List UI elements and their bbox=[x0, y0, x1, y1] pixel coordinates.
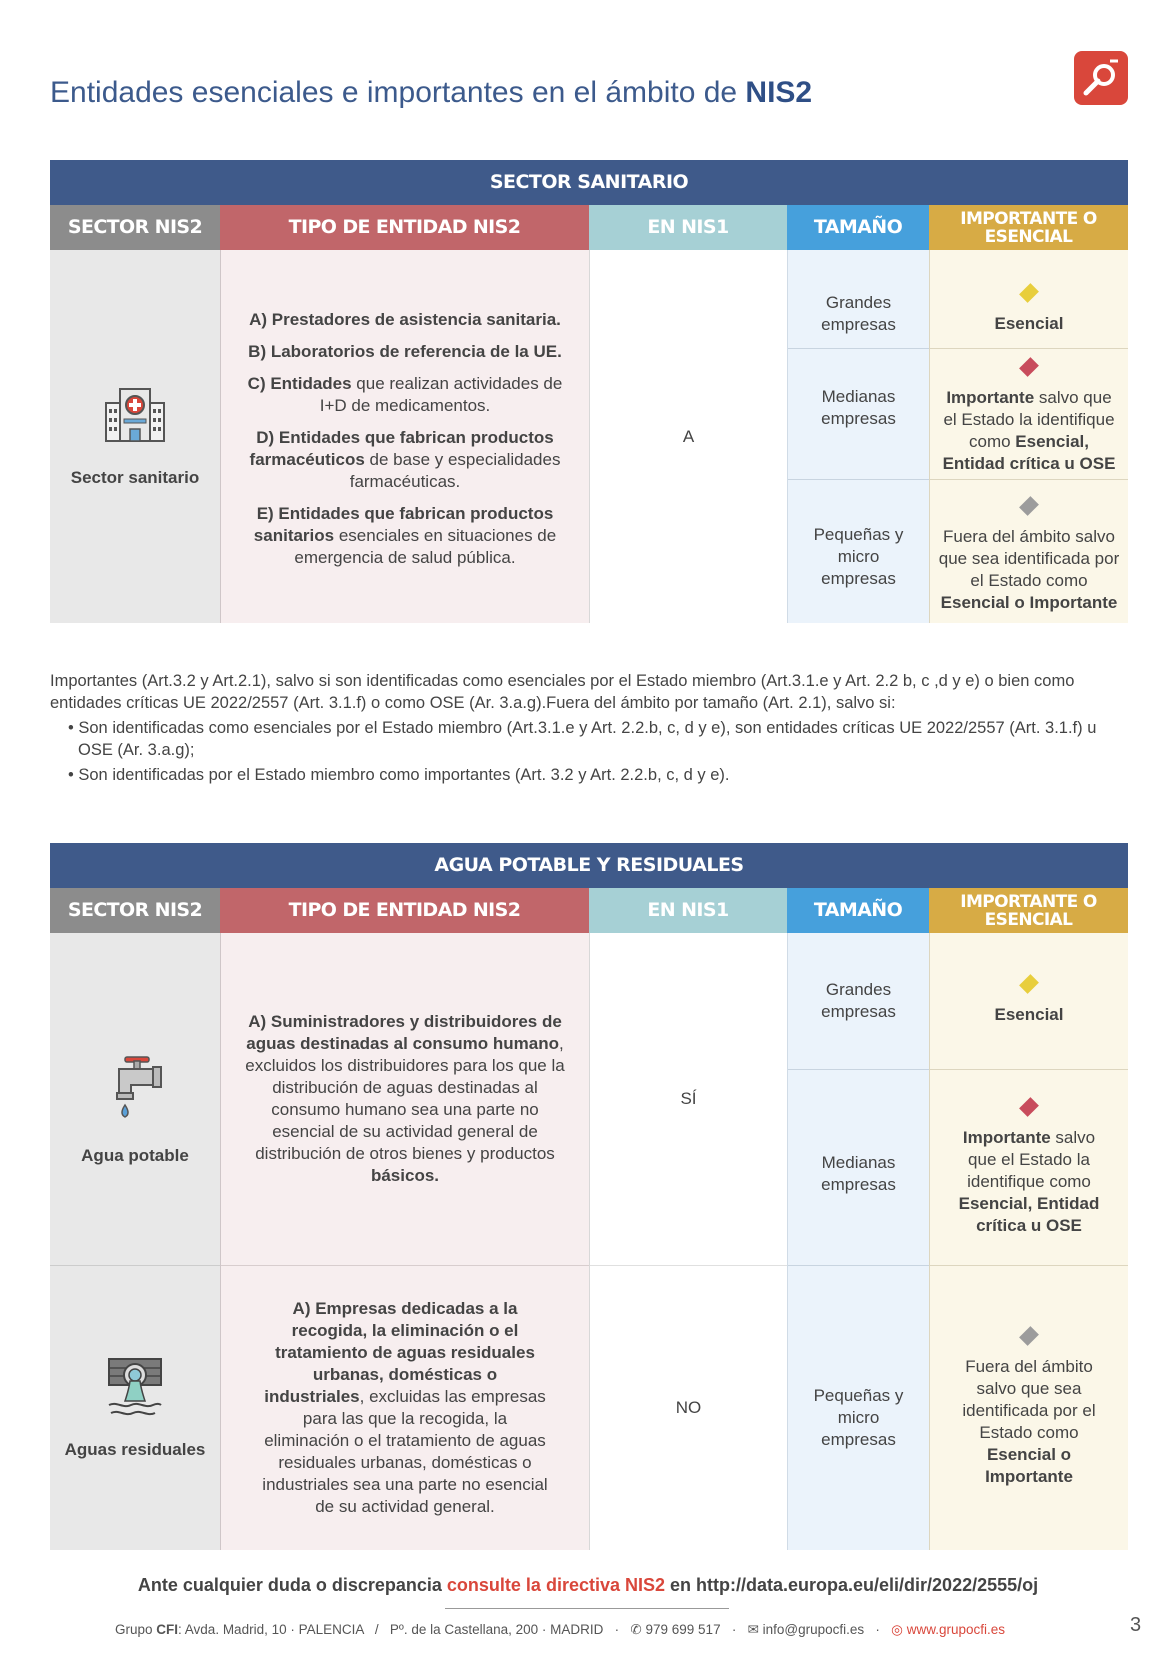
header-tipo: TIPO DE ENTIDAD NIS2 bbox=[220, 205, 589, 250]
directive-url[interactable]: en http://data.europa.eu/eli/dir/2022/2555/oj bbox=[665, 1575, 1039, 1595]
importante-column bbox=[929, 933, 1128, 1550]
tipo-column bbox=[220, 933, 589, 1550]
class-grandes: Esencial bbox=[930, 933, 1128, 1069]
page-title-bold: NIS2 bbox=[745, 76, 813, 109]
water-tap-icon bbox=[105, 1055, 165, 1121]
footer-question: Ante cualquier duda o discrepancia consulte la directiva NIS2 en http://data.europa.eu/eli/dir/2022/2555/oj bbox=[137, 1575, 1039, 1595]
header-importante bbox=[929, 888, 1128, 933]
class-medianas: Importante salvo que el Estado la identifique como Esencial, Entidad crítica u OSE bbox=[930, 1069, 1128, 1265]
nis1-value: NO bbox=[590, 1265, 787, 1550]
size-pequenas: Pequeñas y micro empresas bbox=[788, 1265, 929, 1550]
tamano-column bbox=[787, 933, 929, 1550]
red-diamond-icon bbox=[1019, 357, 1039, 377]
size-medianas: Medianas empresas bbox=[788, 348, 929, 479]
nis1-column bbox=[589, 933, 787, 1550]
mail-icon: ✉ bbox=[747, 1622, 759, 1637]
directive-link[interactable]: consulte la directiva NIS2 bbox=[446, 1575, 666, 1595]
footer-email[interactable]: info@grupocfi.es bbox=[762, 1622, 865, 1637]
class-pequenas: Fuera del ámbito salvo que sea identificada por el Estado como Esencial o Importante bbox=[930, 479, 1128, 623]
size-medianas: Medianas empresas bbox=[788, 1069, 929, 1265]
header-tipo: TIPO DE ENTIDAD NIS2 bbox=[220, 888, 589, 933]
page-number: 3 bbox=[1130, 1614, 1142, 1636]
entity-a: A) Prestadores de asistencia sanitaria. bbox=[249, 309, 561, 329]
sector-row-aguas-residuales bbox=[50, 1265, 220, 1550]
footer-phone[interactable]: 979 699 517 bbox=[645, 1622, 721, 1637]
tamano-column bbox=[787, 250, 929, 623]
brand-logo bbox=[1074, 51, 1128, 105]
header-row bbox=[50, 888, 1128, 933]
header-importante-line1: IMPORTANTE O bbox=[960, 891, 1097, 912]
sector-label: Agua potable bbox=[81, 1146, 189, 1165]
size-grandes: Grandes empresas bbox=[821, 293, 896, 334]
entity-d: D) Entidades que fabrican productos farmacéuticos de base y especialidades farmacéuticas. bbox=[249, 427, 561, 491]
grey-diamond-icon bbox=[1019, 496, 1039, 516]
table-agua bbox=[50, 843, 1128, 1550]
sector-column bbox=[50, 933, 220, 1550]
footer-divider bbox=[445, 1608, 729, 1609]
yellow-diamond-icon bbox=[1019, 283, 1039, 303]
globe-icon: ◎ bbox=[891, 1622, 903, 1637]
size-pequenas: Pequeñas y micro empresas bbox=[788, 479, 929, 623]
header-importante-line2: ESENCIAL bbox=[984, 226, 1073, 247]
notes-bullet: • Son identificadas por el Estado miembro como importantes (Art. 3.2 y Art. 2.2.b, c, d y e). bbox=[50, 764, 1128, 786]
size-grandes: Grandes empresas bbox=[821, 980, 896, 1021]
table-title: AGUA POTABLE Y RESIDUALES bbox=[50, 843, 1128, 888]
header-row bbox=[50, 205, 1128, 250]
table-sector-sanitario bbox=[50, 160, 1128, 623]
table-title: SECTOR SANITARIO bbox=[50, 160, 1128, 205]
tipo-column bbox=[220, 250, 589, 623]
notes-paragraph: Importantes (Art.3.2 y Art.2.1), salvo si son identificadas como esenciales por el Estado miembro (Art.3.1.e y Art. 2.2 b, c ,d y e) o bien como entidades críticas UE 2022/2557 (Art. 3.1.f) o como OSE (Ar. 3.a.g).Fuera del ámbito por tamaño (Art. 2.1), salvo si: bbox=[50, 672, 1075, 712]
wrench-shield-icon bbox=[1074, 51, 1128, 105]
nis1-value: A bbox=[682, 426, 695, 446]
header-tamano: TAMAÑO bbox=[787, 205, 929, 250]
sector-label: Aguas residuales bbox=[64, 1440, 206, 1459]
header-importante-line2: ESENCIAL bbox=[984, 909, 1073, 930]
entity-agua-potable: A) Suministradores y distribuidores de aguas destinadas al consumo humano, excluidos los distribuidores para los que la distribución de aguas destinadas al consumo humano sea una parte no esencial de su actividad general de distribución de otros bienes y productos básicos. bbox=[245, 1012, 565, 1185]
footer-address: Grupo CFI: Avda. Madrid, 10 · PALENCIA / Pº. de la Castellana, 200 · MADRID · ✆ 979 699 517 · ✉ info@grupocfi.es · ◎ www.grupocfi.es bbox=[115, 1622, 1006, 1637]
notes-section bbox=[50, 670, 1128, 786]
grey-diamond-icon bbox=[1019, 1326, 1039, 1346]
entity-c: C) Entidades que realizan actividades de I+D de medicamentos. bbox=[247, 373, 563, 415]
header-nis1: EN NIS1 bbox=[589, 888, 787, 933]
header-tamano: TAMAÑO bbox=[787, 888, 929, 933]
table-body bbox=[50, 250, 1128, 623]
phone-icon: ✆ bbox=[630, 1622, 642, 1637]
sector-row-agua-potable bbox=[50, 933, 220, 1265]
hospital-icon bbox=[102, 385, 168, 445]
footer-web[interactable]: www.grupocfi.es bbox=[906, 1622, 1006, 1637]
entity-e: E) Entidades que fabrican productos sanitarios esenciales en situaciones de emergencia de salud pública. bbox=[253, 503, 557, 567]
entity-list bbox=[221, 276, 589, 611]
header-importante bbox=[929, 205, 1128, 250]
nis1-value: SÍ bbox=[680, 1089, 697, 1108]
class-pequenas: Fuera del ámbito salvo que sea identificada por el Estado como Esencial o Importante bbox=[930, 1265, 1128, 1550]
header-importante-line1: IMPORTANTE O bbox=[960, 208, 1097, 229]
yellow-diamond-icon bbox=[1019, 974, 1039, 994]
class-medianas: Importante salvo que el Estado la identifique como Esencial, Entidad crítica u OSE bbox=[930, 348, 1128, 479]
class-grandes: Esencial bbox=[930, 250, 1128, 348]
page-title bbox=[50, 76, 812, 110]
entity-aguas-residuales: A) Empresas dedicadas a la recogida, la eliminación o el tratamiento de aguas residuales urbanas, domésticas o industriales, excluidas las empresas para las que la recogida, la eliminación o el tratamiento de aguas residuales urbanas, domésticas o industriales sea una parte no esencial de su actividad general. bbox=[221, 1265, 589, 1550]
sector-column bbox=[50, 250, 220, 623]
header-sector: SECTOR NIS2 bbox=[50, 888, 220, 933]
nis1-column bbox=[589, 250, 787, 623]
page-title-text: Entidades esenciales e importantes en el ámbito de bbox=[50, 76, 746, 109]
wastewater-pipe-icon bbox=[105, 1355, 165, 1417]
header-sector: SECTOR NIS2 bbox=[50, 205, 220, 250]
entity-b: B) Laboratorios de referencia de la UE. bbox=[248, 341, 562, 361]
notes-list bbox=[50, 717, 1128, 786]
table-body bbox=[50, 933, 1128, 1550]
sector-label: Sector sanitario bbox=[70, 467, 200, 487]
importante-column bbox=[929, 250, 1128, 623]
red-diamond-icon bbox=[1019, 1097, 1039, 1117]
header-nis1: EN NIS1 bbox=[589, 205, 787, 250]
notes-bullet: • Son identificadas como esenciales por el Estado miembro (Art.3.1.e y Art. 2.2.b, c, d y e), son entidades críticas UE 2022/2557 (Art. 3.1.f) u OSE (Ar. 3.a.g); bbox=[50, 717, 1128, 761]
